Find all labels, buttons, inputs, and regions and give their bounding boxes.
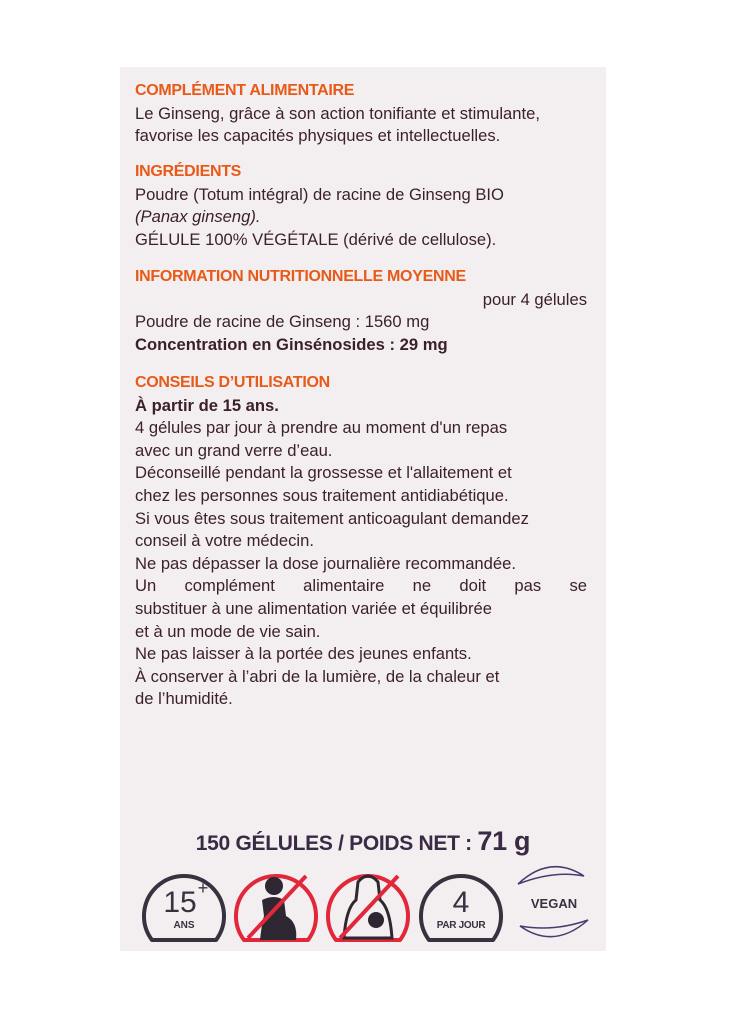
section-heading: INGRÉDIENTS: [135, 163, 242, 180]
section-usage: [135, 372, 587, 711]
section-heading: CONSEILS D’UTILISATION: [135, 374, 330, 391]
nutrient-value: 1560 mg: [364, 312, 430, 332]
age-plus: +: [197, 878, 209, 898]
text-line: Le Ginseng, grâce à son action tonifiante et stimulante,: [135, 103, 540, 123]
text-line: favorise les capacités physiques et intellectuelles.: [135, 126, 501, 146]
vegan-label: VEGAN: [530, 896, 578, 911]
text-line: et à un mode de vie sain.: [135, 621, 321, 641]
text-line: avec un grand verre d’eau.: [135, 440, 333, 460]
text-line: Un complément alimentaire ne doit pas se: [135, 576, 587, 596]
text-line: Ne pas laisser à la portée des jeunes enfants.: [135, 644, 472, 664]
net-weight: [120, 826, 606, 857]
vegan-leaf-icon: [510, 860, 600, 950]
text-line: 4 gélules par jour à prendre au moment d'un repas: [135, 418, 508, 438]
section-nutrition: [135, 266, 587, 356]
text-line: Ne pas dépasser la dose journalière recommandée.: [135, 553, 516, 573]
section-complement: [135, 80, 587, 148]
text-line: À conserver à l’abri de la lumière, de la chaleur et: [135, 666, 500, 686]
daily-dose-icon: [417, 860, 505, 950]
text-line: (Panax ginseng).: [135, 207, 261, 227]
dose-label: PAR JOUR: [436, 920, 486, 931]
pictogram-row: [130, 860, 600, 952]
section-heading: INFORMATION NUTRITIONNELLE MOYENNE: [135, 268, 466, 285]
age-15-plus-icon: [140, 860, 228, 950]
nutrition-row: [135, 334, 587, 357]
text-line: substituer à une alimentation variée et équilibrée: [135, 598, 492, 618]
text-line: Poudre (Totum intégral) de racine de Ginseng BIO: [135, 184, 504, 204]
age-value: 15: [163, 886, 197, 919]
no-pregnant-women-icon: [232, 860, 320, 950]
age-label: ANS: [173, 920, 195, 931]
text-line: chez les personnes sous traitement antidiabétique.: [135, 485, 509, 505]
capsule-count: 150 GÉLULES / POIDS NET :: [195, 832, 478, 855]
dose-value: 4: [452, 886, 470, 919]
text-line: conseil à votre médecin.: [135, 531, 314, 551]
text-line: de l’humidité.: [135, 689, 233, 709]
age-notice: À partir de 15 ans.: [135, 395, 279, 415]
nutrition-row: [135, 311, 587, 334]
per-serving: pour 4 gélules: [482, 289, 587, 309]
section-heading: COMPLÉMENT ALIMENTAIRE: [135, 82, 355, 99]
nutrient-value: 29 mg: [399, 334, 448, 354]
no-breastfeeding-icon: [324, 860, 412, 950]
text-line: GÉLULE 100% VÉGÉTALE (dérivé de cellulose).: [135, 229, 497, 249]
weight-value: 71 g: [477, 826, 531, 856]
nutrient-label: Concentration en Ginsénosides :: [135, 334, 396, 354]
text-line: Si vous êtes sous traitement anticoagulant demandez: [135, 508, 529, 528]
text-line: Déconseillé pendant la grossesse et l'allaitement et: [135, 463, 512, 483]
section-ingredients: [135, 161, 587, 251]
nutrient-label: Poudre de racine de Ginseng :: [135, 312, 361, 332]
